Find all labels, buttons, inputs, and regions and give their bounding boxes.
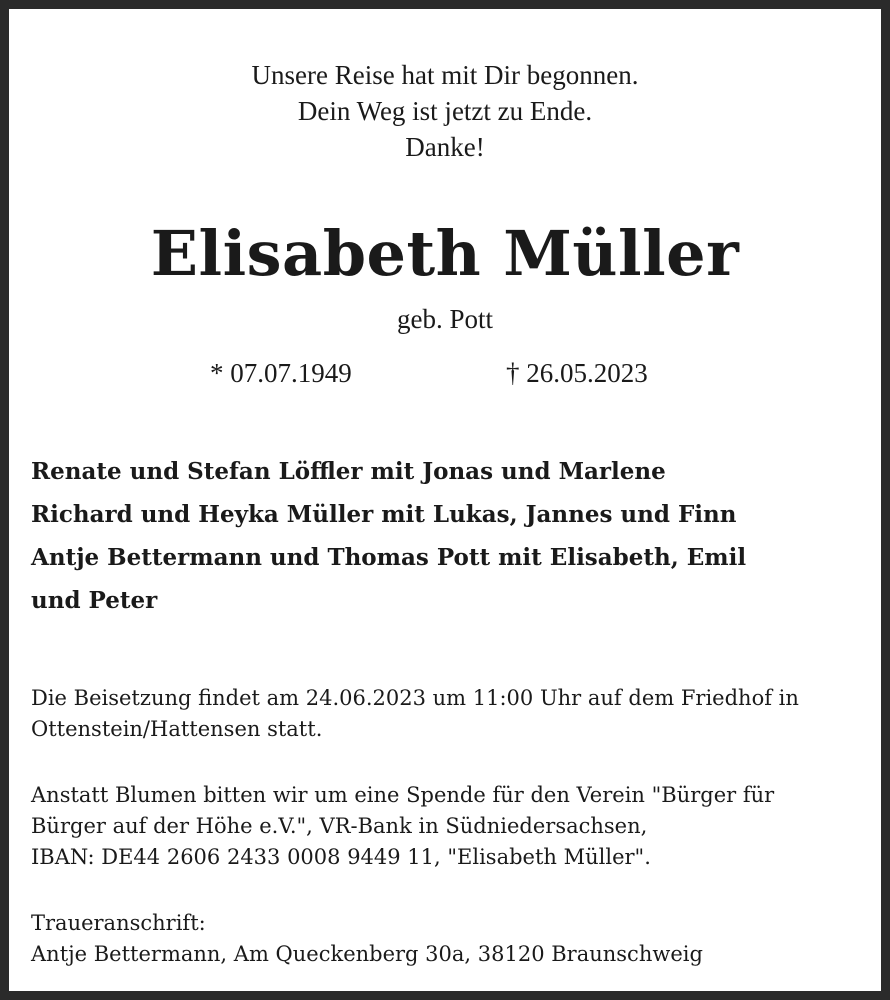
- motto-line-2: Dein Weg ist jetzt zu Ende.: [297, 96, 593, 126]
- deceased-name: Elisabeth Müller: [150, 217, 740, 290]
- burial-notice: [31, 683, 861, 745]
- birth-name: geb. Pott: [396, 304, 493, 334]
- death-date: † 26.05.2023: [506, 358, 648, 388]
- burial-line-2: Ottenstein/Hattensen statt.: [31, 717, 323, 741]
- mourner-line: und Peter: [31, 587, 158, 614]
- donation-line-2: Bürger auf der Höhe e.V.", VR-Bank in Südniedersachsen,: [31, 814, 648, 838]
- donation-notice: [31, 780, 861, 873]
- motto-line-3: Danke!: [405, 132, 485, 162]
- donation-line-3: IBAN: DE44 2606 2433 0008 9449 11, "Elisabeth Müller".: [31, 845, 651, 869]
- mourner-line: Antje Bettermann und Thomas Pott mit Elisabeth, Emil: [31, 544, 747, 571]
- mourner-line: Richard und Heyka Müller mit Lukas, Jannes und Finn: [31, 501, 737, 528]
- burial-line-1: Die Beisetzung findet am 24.06.2023 um 11:00 Uhr auf dem Friedhof in: [31, 686, 799, 710]
- donation-line-1: Anstatt Blumen bitten wir um eine Spende für den Verein "Bürger für: [31, 783, 775, 807]
- address-value: Antje Bettermann, Am Queckenberg 30a, 38120 Braunschweig: [31, 942, 703, 966]
- motto-line-1: Unsere Reise hat mit Dir begonnen.: [251, 60, 639, 90]
- mourning-address: [31, 908, 861, 970]
- mourner-line: Renate und Stefan Löffler mit Jonas und Marlene: [31, 458, 666, 485]
- mourners-list: [31, 450, 851, 622]
- address-label: Traueranschrift:: [31, 911, 206, 935]
- birth-date: * 07.07.1949: [210, 358, 352, 388]
